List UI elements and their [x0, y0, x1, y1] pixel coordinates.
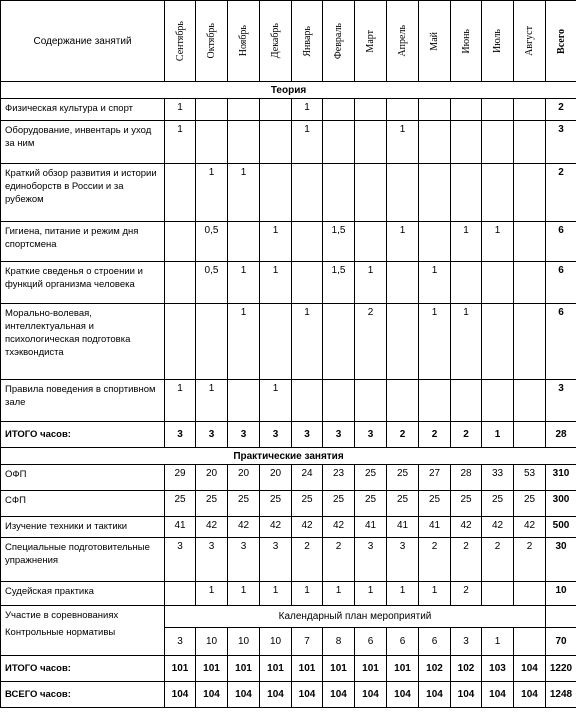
month-value — [165, 164, 196, 222]
month-value: 1 — [482, 422, 514, 448]
month-value — [451, 380, 482, 422]
month-value — [514, 222, 546, 262]
month-value: 25 — [260, 491, 292, 517]
table-row — [1, 262, 576, 304]
month-value: 3 — [165, 538, 196, 582]
month-value — [260, 99, 292, 121]
month-value: 42 — [514, 517, 546, 538]
row-total: 300 — [546, 491, 576, 517]
month-label: Ноябрь — [238, 25, 249, 57]
header-row — [1, 1, 576, 82]
month-value: 10 — [196, 628, 228, 656]
month-value: 2 — [482, 538, 514, 582]
month-value — [355, 164, 387, 222]
row-total: 2 — [546, 164, 576, 222]
table-row — [1, 164, 576, 222]
month-value: 104 — [196, 682, 228, 708]
month-value: 27 — [419, 465, 451, 491]
month-value — [355, 121, 387, 164]
empty-cell — [546, 606, 576, 628]
table-row — [1, 656, 576, 682]
month-value: 3 — [165, 422, 196, 448]
month-value — [323, 380, 355, 422]
table-row — [1, 380, 576, 422]
month-value: 0,5 — [196, 262, 228, 304]
table-row — [1, 222, 576, 262]
month-value: 3 — [355, 422, 387, 448]
row-total: 500 — [546, 517, 576, 538]
table-row — [1, 121, 576, 164]
row-total: 3 — [546, 380, 576, 422]
month-value: 104 — [419, 682, 451, 708]
month-value: 41 — [355, 517, 387, 538]
month-value: 1 — [419, 582, 451, 606]
month-value: 2 — [387, 422, 419, 448]
month-value: 1 — [419, 304, 451, 380]
month-value: 25 — [228, 491, 260, 517]
month-value — [165, 304, 196, 380]
table-row — [1, 682, 576, 708]
row-total: 70 — [546, 628, 576, 656]
month-value — [387, 262, 419, 304]
month-value — [387, 304, 419, 380]
month-value: 3 — [165, 628, 196, 656]
month-value: 25 — [387, 465, 419, 491]
month-value: 1 — [482, 628, 514, 656]
month-value: 101 — [323, 656, 355, 682]
month-value: 1 — [260, 222, 292, 262]
month-value: 1 — [292, 99, 323, 121]
table-row — [1, 99, 576, 121]
month-header — [419, 1, 451, 82]
calendar-plan-label: Календарный план мероприятий — [165, 606, 546, 628]
month-value: 3 — [196, 422, 228, 448]
month-value — [419, 99, 451, 121]
month-value: 20 — [228, 465, 260, 491]
month-value — [387, 164, 419, 222]
month-value — [451, 99, 482, 121]
month-value: 25 — [292, 491, 323, 517]
month-value: 3 — [387, 538, 419, 582]
table-row — [1, 538, 576, 582]
month-value: 25 — [451, 491, 482, 517]
month-value: 2 — [419, 538, 451, 582]
month-value: 2 — [451, 538, 482, 582]
month-value: 1 — [451, 222, 482, 262]
month-value: 3 — [228, 422, 260, 448]
month-value: 101 — [355, 656, 387, 682]
month-value: 2 — [323, 538, 355, 582]
month-value: 25 — [323, 491, 355, 517]
month-header — [260, 1, 292, 82]
month-value — [419, 380, 451, 422]
month-value: 6 — [355, 628, 387, 656]
row-name: СФП — [1, 491, 165, 517]
month-value: 42 — [482, 517, 514, 538]
month-value: 3 — [260, 538, 292, 582]
row-name: ИТОГО часов: — [1, 422, 165, 448]
month-value — [260, 304, 292, 380]
month-header — [355, 1, 387, 82]
month-value: 101 — [387, 656, 419, 682]
month-value — [228, 380, 260, 422]
month-value: 104 — [514, 656, 546, 682]
section-title: Практические занятия — [1, 448, 576, 465]
month-value: 104 — [292, 682, 323, 708]
month-value: 104 — [260, 682, 292, 708]
row-total: 2 — [546, 99, 576, 121]
month-value — [196, 121, 228, 164]
month-value: 42 — [196, 517, 228, 538]
month-value: 41 — [165, 517, 196, 538]
month-value: 28 — [451, 465, 482, 491]
month-value: 104 — [387, 682, 419, 708]
section-title: Теория — [1, 82, 576, 99]
month-value: 41 — [387, 517, 419, 538]
total-label: Всего — [555, 28, 567, 54]
month-label: Январь — [301, 25, 313, 57]
month-header — [292, 1, 323, 82]
month-value: 1 — [228, 262, 260, 304]
month-value: 104 — [482, 682, 514, 708]
month-value — [482, 99, 514, 121]
row-name: Физическая культура и спорт — [1, 99, 165, 121]
month-value: 25 — [355, 491, 387, 517]
month-value — [451, 164, 482, 222]
month-value: 1 — [387, 582, 419, 606]
month-value: 1,5 — [323, 222, 355, 262]
month-header — [196, 1, 228, 82]
month-value — [514, 164, 546, 222]
month-value — [514, 582, 546, 606]
content-header: Содержание занятий — [1, 1, 165, 82]
month-value: 3 — [196, 538, 228, 582]
month-value: 101 — [260, 656, 292, 682]
month-value — [323, 164, 355, 222]
month-value — [228, 222, 260, 262]
month-value — [514, 628, 546, 656]
month-label: Октябрь — [206, 23, 217, 59]
month-value: 42 — [292, 517, 323, 538]
month-value: 1 — [355, 582, 387, 606]
month-value: 25 — [482, 491, 514, 517]
month-header — [387, 1, 419, 82]
month-value: 10 — [260, 628, 292, 656]
month-value: 102 — [451, 656, 482, 682]
month-value — [387, 380, 419, 422]
month-label: Декабрь — [270, 23, 281, 59]
month-value: 42 — [228, 517, 260, 538]
month-value — [323, 304, 355, 380]
row-name: ОФП — [1, 465, 165, 491]
month-label: Июль — [492, 29, 503, 53]
month-value — [260, 121, 292, 164]
month-value: 3 — [451, 628, 482, 656]
month-value: 42 — [323, 517, 355, 538]
month-value: 20 — [260, 465, 292, 491]
month-value: 104 — [355, 682, 387, 708]
month-value: 25 — [514, 491, 546, 517]
month-value: 23 — [323, 465, 355, 491]
month-header — [451, 1, 482, 82]
month-value — [419, 164, 451, 222]
month-value: 3 — [323, 422, 355, 448]
row-name: Оборудование, инвентарь и уход за ним — [1, 121, 165, 164]
month-value: 2 — [451, 582, 482, 606]
month-value — [514, 422, 546, 448]
month-value — [419, 121, 451, 164]
month-value — [514, 304, 546, 380]
month-header — [514, 1, 546, 82]
total-header — [546, 1, 576, 82]
month-value: 1 — [165, 121, 196, 164]
month-value: 6 — [419, 628, 451, 656]
month-value: 1 — [323, 582, 355, 606]
competitions-name: Участие в соревнованиях — [5, 610, 119, 621]
month-value: 2 — [451, 422, 482, 448]
month-value: 42 — [451, 517, 482, 538]
month-value — [228, 121, 260, 164]
month-value: 24 — [292, 465, 323, 491]
month-value: 1 — [419, 262, 451, 304]
month-value: 101 — [196, 656, 228, 682]
month-value: 25 — [387, 491, 419, 517]
month-value: 8 — [323, 628, 355, 656]
row-name: Изучение техники и тактики — [1, 517, 165, 538]
month-value: 20 — [196, 465, 228, 491]
month-label: Сентябрь — [174, 20, 186, 62]
month-value: 7 — [292, 628, 323, 656]
row-name: Гигиена, питание и режим дня спортсмена — [1, 222, 165, 262]
month-value: 41 — [419, 517, 451, 538]
month-header — [482, 1, 514, 82]
month-value: 104 — [228, 682, 260, 708]
month-value: 104 — [165, 682, 196, 708]
month-value — [482, 262, 514, 304]
month-value: 3 — [292, 422, 323, 448]
competitions-names — [1, 606, 165, 656]
month-header — [165, 1, 196, 82]
month-value: 2 — [419, 422, 451, 448]
month-label: Март — [365, 29, 376, 53]
month-value: 101 — [228, 656, 260, 682]
month-value: 1 — [165, 99, 196, 121]
row-total: 30 — [546, 538, 576, 582]
norms-name: Контрольные нормативы — [5, 627, 116, 638]
month-value: 1 — [292, 582, 323, 606]
row-total: 6 — [546, 262, 576, 304]
month-value: 6 — [387, 628, 419, 656]
month-value: 1 — [228, 304, 260, 380]
month-value: 101 — [165, 656, 196, 682]
month-value: 29 — [165, 465, 196, 491]
row-total: 1220 — [546, 656, 576, 682]
row-total: 310 — [546, 465, 576, 491]
competitions-row — [1, 606, 576, 628]
month-header — [323, 1, 355, 82]
row-total: 1248 — [546, 682, 576, 708]
month-value — [514, 121, 546, 164]
month-value: 1 — [387, 121, 419, 164]
month-label: Май — [429, 31, 440, 51]
month-label: Апрель — [397, 25, 408, 57]
month-value — [482, 121, 514, 164]
month-value — [355, 222, 387, 262]
section-row — [1, 82, 576, 99]
month-value: 1 — [228, 582, 260, 606]
table-row — [1, 465, 576, 491]
month-value: 3 — [228, 538, 260, 582]
month-value: 1 — [260, 380, 292, 422]
month-value — [196, 99, 228, 121]
row-total: 3 — [546, 121, 576, 164]
month-value — [292, 262, 323, 304]
month-value — [451, 121, 482, 164]
row-name: Морально-волевая, интеллектуальная и психологическая подготовка тхэквондиста — [1, 304, 165, 380]
row-total: 6 — [546, 304, 576, 380]
row-name: Краткие сведенья о строении и функций организма человека — [1, 262, 165, 304]
month-value: 1 — [451, 304, 482, 380]
month-label: Февраль — [333, 22, 344, 60]
row-name: Правила поведения в спортивном зале — [1, 380, 165, 422]
month-value — [323, 99, 355, 121]
table-row — [1, 422, 576, 448]
month-value — [387, 99, 419, 121]
month-value: 1 — [196, 164, 228, 222]
month-value — [514, 380, 546, 422]
table-row — [1, 491, 576, 517]
table-row — [1, 304, 576, 380]
month-value: 1 — [196, 582, 228, 606]
month-value: 53 — [514, 465, 546, 491]
month-value: 33 — [482, 465, 514, 491]
month-value: 1 — [292, 121, 323, 164]
month-value: 103 — [482, 656, 514, 682]
month-header — [228, 1, 260, 82]
month-value: 104 — [514, 682, 546, 708]
month-value — [165, 582, 196, 606]
month-value — [451, 262, 482, 304]
month-value: 3 — [260, 422, 292, 448]
month-value: 104 — [323, 682, 355, 708]
row-total: 6 — [546, 222, 576, 262]
month-value — [482, 582, 514, 606]
month-value: 25 — [196, 491, 228, 517]
month-value — [355, 99, 387, 121]
month-value — [482, 304, 514, 380]
month-value: 2 — [514, 538, 546, 582]
month-value — [292, 164, 323, 222]
month-value — [355, 380, 387, 422]
month-value — [514, 262, 546, 304]
month-value — [228, 99, 260, 121]
table-row — [1, 517, 576, 538]
month-value — [323, 121, 355, 164]
month-value: 0,5 — [196, 222, 228, 262]
month-value: 25 — [165, 491, 196, 517]
month-value — [292, 222, 323, 262]
month-value: 1 — [260, 262, 292, 304]
month-label: Июнь — [460, 28, 472, 54]
month-value: 1 — [228, 164, 260, 222]
month-value: 102 — [419, 656, 451, 682]
month-value: 1 — [482, 222, 514, 262]
month-value: 42 — [260, 517, 292, 538]
row-total: 28 — [546, 422, 576, 448]
row-name: ИТОГО часов: — [1, 656, 165, 682]
month-value — [514, 99, 546, 121]
month-value: 2 — [355, 304, 387, 380]
month-value — [165, 262, 196, 304]
month-value: 25 — [419, 491, 451, 517]
row-name: Специальные подготовительные упражнения — [1, 538, 165, 582]
row-name: Краткий обзор развития и истории единоборств в России и за рубежом — [1, 164, 165, 222]
month-value: 1,5 — [323, 262, 355, 304]
row-name: ВСЕГО часов: — [1, 682, 165, 708]
month-value: 104 — [451, 682, 482, 708]
month-value: 1 — [292, 304, 323, 380]
month-label: Август — [524, 26, 535, 56]
month-value: 1 — [196, 380, 228, 422]
month-value — [482, 164, 514, 222]
month-value — [165, 222, 196, 262]
month-value — [419, 222, 451, 262]
month-value: 1 — [260, 582, 292, 606]
section-row — [1, 448, 576, 465]
month-value — [260, 164, 292, 222]
month-value — [292, 380, 323, 422]
month-value: 2 — [292, 538, 323, 582]
month-value: 101 — [292, 656, 323, 682]
table-row — [1, 582, 576, 606]
month-value: 1 — [165, 380, 196, 422]
month-value: 1 — [387, 222, 419, 262]
row-total: 10 — [546, 582, 576, 606]
month-value: 1 — [355, 262, 387, 304]
month-value: 25 — [355, 465, 387, 491]
row-name: Судейская практика — [1, 582, 165, 606]
month-value: 3 — [355, 538, 387, 582]
month-value — [196, 304, 228, 380]
month-value: 10 — [228, 628, 260, 656]
month-value — [482, 380, 514, 422]
